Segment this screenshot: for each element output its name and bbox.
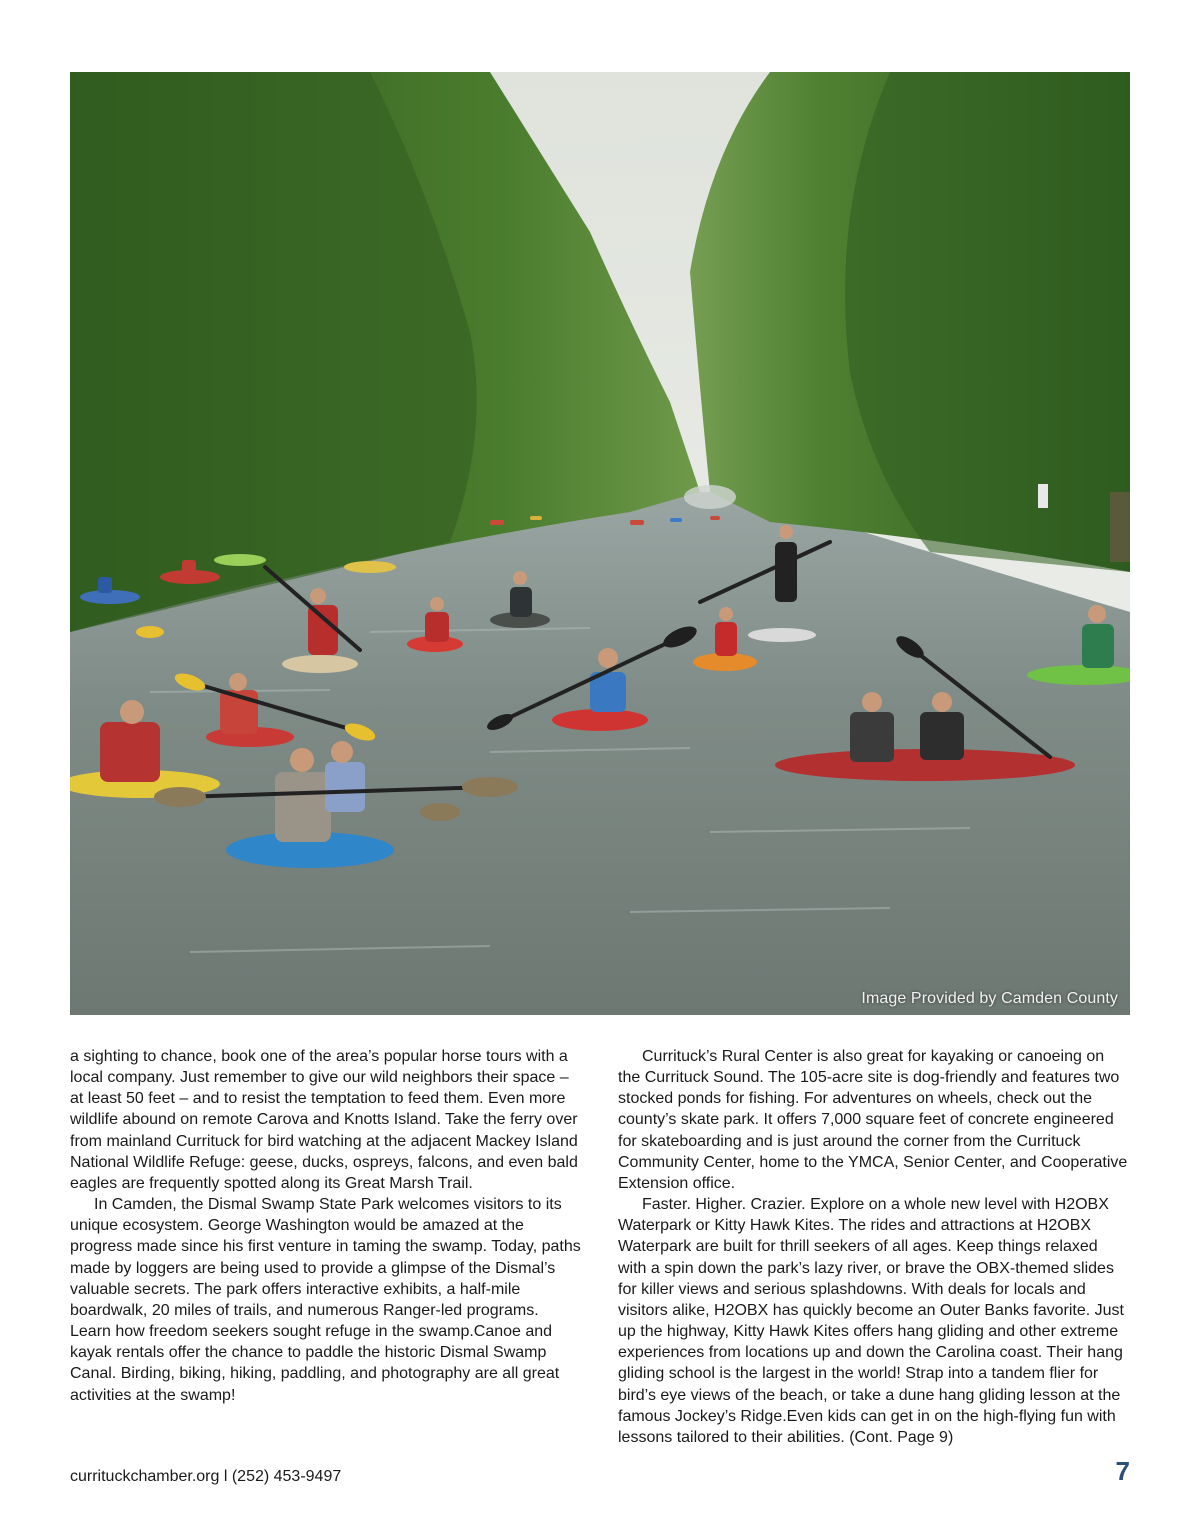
- kayak-canal-photo: [70, 72, 1130, 1015]
- paragraph-thrills: Faster. Higher. Crazier. Explore on a whole new level with H2OBX Waterpark or Kitty Hawk Kites. The rides and attractions at H2OBX Waterpark are built for thrill seekers of all ages. Keep things relaxed with a spin down the park’s lazy river, or brave the OBX-themed slides for killer views and serious splashdowns. With deals for locals and visitors alike, H2OBX has quickly become an Outer Banks favorite. Just up the highway, Kitty Hawk Kites offers hang gliding and other extreme experiences from locations up and down the Carolina coast. Their hang gliding school is the largest in the world! Strap into a tandem flier for bird’s eye views of the beach, or take a dune hang gliding lesson at the famous Jockey’s Ridge.Even kids can get in on the high-flying fun with lessons tailored to their abilities. (Cont. Page 9): [618, 1196, 1124, 1446]
- article-right-column: [618, 1046, 1130, 1448]
- photo-credit: Image Provided by Camden County: [861, 990, 1118, 1007]
- footer-contact: currituckchamber.org l (252) 453-9497: [70, 1468, 342, 1485]
- paragraph-wildlife: a sighting to chance, book one of the area’s popular horse tours with a local company. Just remember to give our wild neighbors their space – at least 50 feet – and to resist the temptation to feed them. Even more wildlife abound on remote Carova and Knotts Island. Take the ferry over from mainland Currituck for bird watching at the adjacent Mackey Island National Wildlife Refuge: geese, ducks, ospreys, falcons, and even bald eagles are frequently spotted along its Great Marsh Trail.: [70, 1048, 578, 1192]
- paragraph-rural-center: Currituck’s Rural Center is also great for kayaking or canoeing on the Currituck Sound. The 105-acre site is dog-friendly and features two stocked ponds for fishing. For adventures on wheels, check out the county’s skate park. It offers 7,000 square feet of concrete engineered for skateboarding and is just around the corner from the Currituck Community Center, home to the YMCA, Senior Center, and Cooperative Extension office.: [618, 1048, 1128, 1192]
- page-number: 7: [1115, 1456, 1130, 1486]
- article-left-column: [70, 1046, 582, 1406]
- paragraph-camden: In Camden, the Dismal Swamp State Park welcomes visitors to its unique ecosystem. George Washington would be amazed at the progress made since his first venture in taming the swamp. Today, paths made by loggers are being used to provide a glimpse of the Dismal’s valuable secrets. The park offers interactive exhibits, a half-mile boardwalk, 20 miles of trails, and numerous Ranger-led programs. Learn how freedom seekers sought refuge in the swamp.Canoe and kayak rentals offer the chance to paddle the historic Dismal Swamp Canal. Birding, biking, hiking, paddling, and photography are all great activities at the swamp!: [70, 1196, 581, 1404]
- photo-illustration: [70, 72, 1130, 1015]
